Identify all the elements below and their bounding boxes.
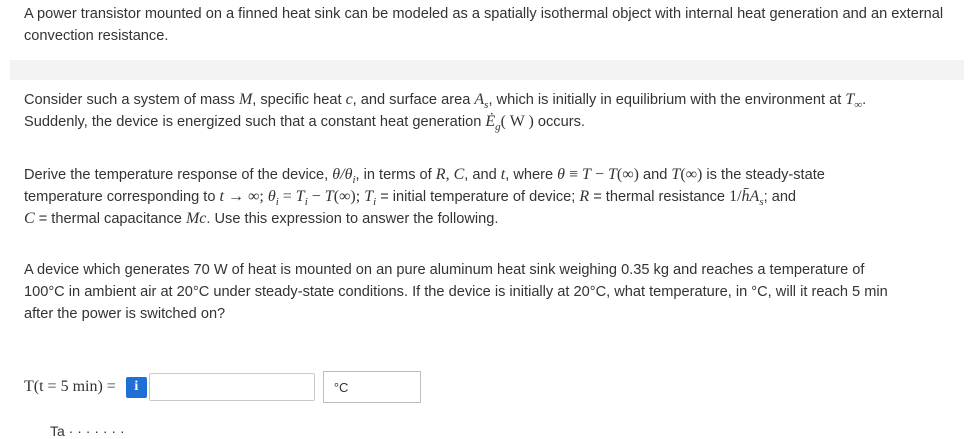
problem-question: A device which generates 70 W of heat is mounted on an pure aluminum heat sink weighing 0.35 kg and reaches a temperature of 100°C in ambient air at 20°C under steady-state conditions. If the device is initially at 20°C, what temperature, in °C, will it reach 5 min after the power is switched on?: [24, 262, 888, 322]
unit-label: °C: [323, 371, 421, 403]
answer-input[interactable]: [149, 373, 315, 401]
answer-row: [24, 370, 421, 404]
info-icon[interactable]: i: [126, 377, 147, 398]
problem-intro: A power transistor mounted on a finned heat sink can be modeled as a spatially isothermal object with internal heat generation and an external convection resistance.: [24, 6, 944, 44]
section-separator: [10, 60, 964, 80]
answer-label: T(t = 5 min) =: [24, 378, 116, 395]
footer-partial-text: Ta · · · · · · ·: [50, 423, 125, 439]
problem-setup: Consider such a system of mass M, specific heat c, and surface area $A_s$, which is initially in equilibrium with the environment at $T_\infty$. Suddenly, the device is energized such that a constant heat generation $Ė_g$( W ) occurs.: [24, 91, 867, 134]
problem-derivation: Derive the temperature response of the device, $\theta/\theta_i$, in terms of R, C, and t, where θ ≡ T − T(∞) and T(∞) is the steady-state temperature corresponding to t → ∞; $\theta_i = T_i - T(\infty)$; $T_i$ = initial temperature of device; R = thermal resistance $1/h̄A_s$; and C = thermal capacitance Mc. Use this expression to answer the following.: [24, 166, 825, 227]
